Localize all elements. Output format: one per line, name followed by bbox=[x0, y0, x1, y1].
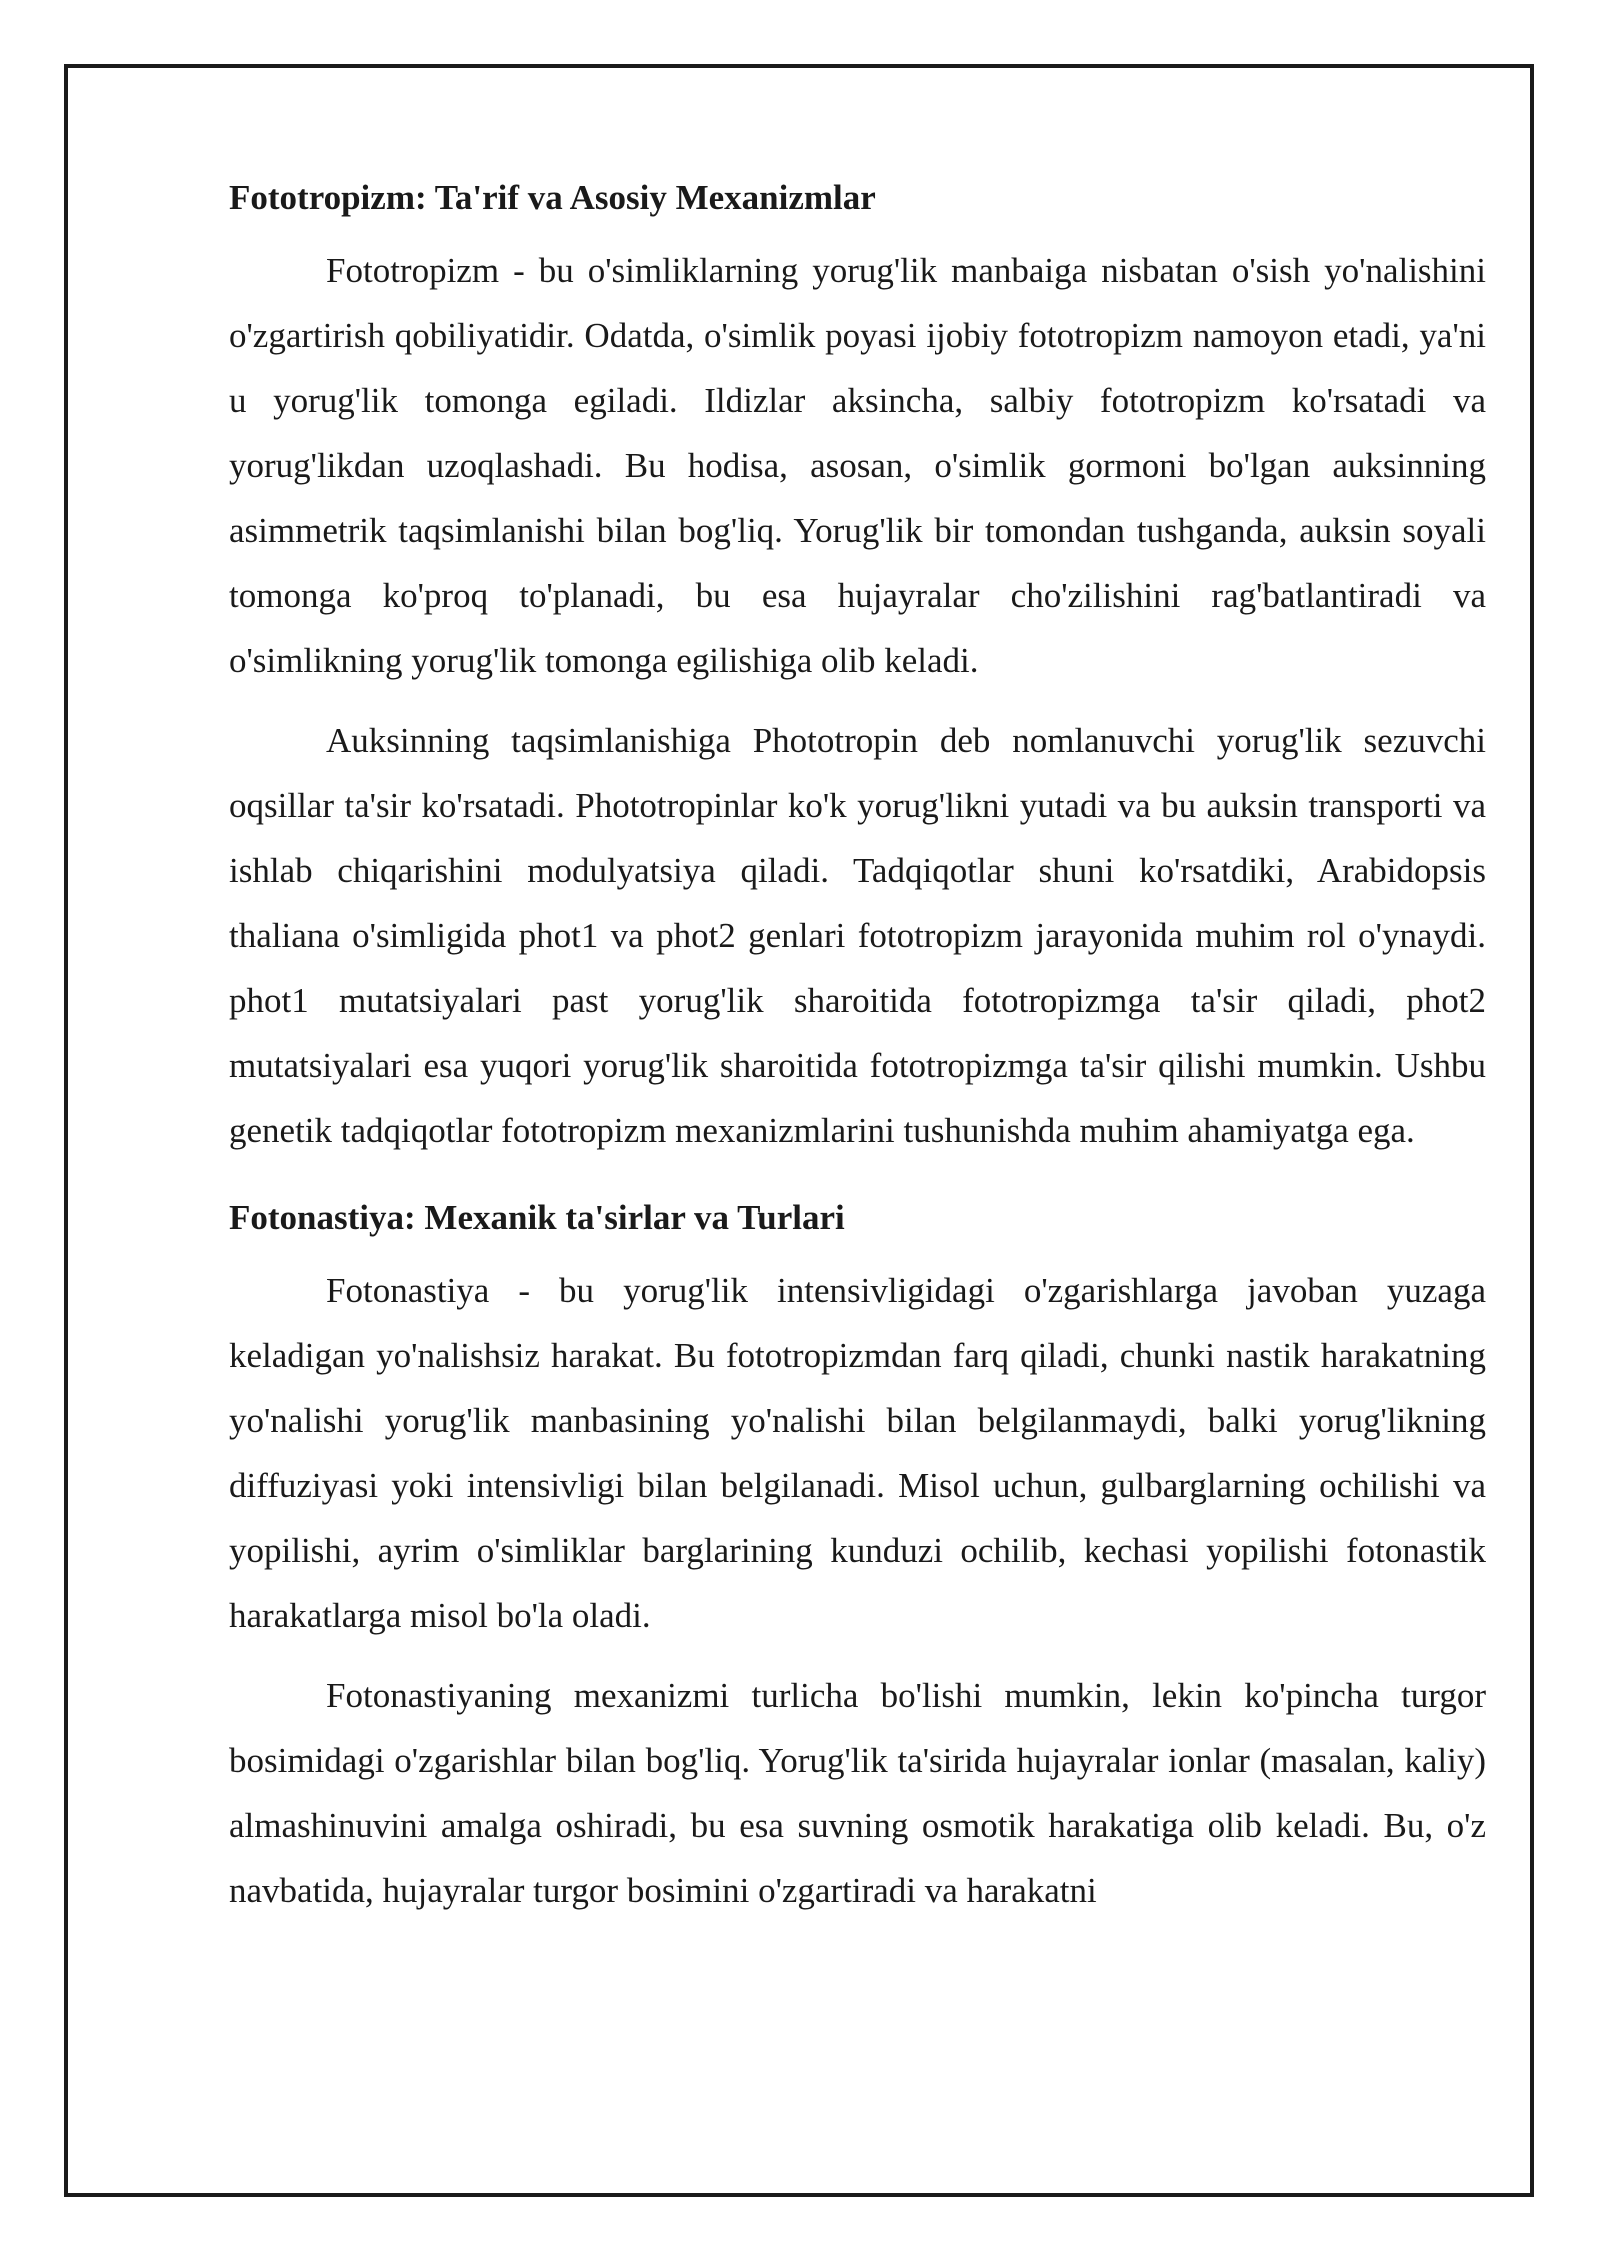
document-body bbox=[229, 165, 1486, 1938]
section-heading: Fotonastiya: Mexanik ta'sirlar va Turlari bbox=[229, 1198, 845, 1237]
section-fotonastiya bbox=[229, 1185, 1486, 1923]
paragraph: Fotonastiya - bu yorug'lik intensivligidagi o'zgarishlarga javoban yuzaga keladigan yo'nalishsiz harakat. Bu fototropizmdan farq qiladi, chunki nastik harakatning yo'nalishi yorug'lik manbasining yo'nalishi bilan belgilanmaydi, balki yorug'likning diffuziyasi yoki intensivligi bilan belgilanadi. Misol uchun, gulbarglarning ochilishi va yopilishi, ayrim o'simliklar barglarining kunduzi ochilib, kechasi yopilishi fotonastik harakatlarga misol bo'la oladi. bbox=[229, 1271, 1486, 1635]
section-heading: Fototropizm: Ta'rif va Asosiy Mexanizmlar bbox=[229, 178, 876, 217]
paragraph: Fototropizm - bu o'simliklarning yorug'lik manbaiga nisbatan o'sish yo'nalishini o'zgartirish qobiliyatidir. Odatda, o'simlik poyasi ijobiy fototropizm namoyon etadi, ya'ni u yorug'lik tomonga egiladi. Ildizlar aksincha, salbiy fototropizm ko'rsatadi va yorug'likdan uzoqlashadi. Bu hodisa, asosan, o'simlik gormoni bo'lgan auksinning asimmetrik taqsimlanishi bilan bog'liq. Yorug'lik bir tomondan tushganda, auksin soyali tomonga ko'proq to'planadi, bu esa hujayralar cho'zilishini rag'batlantiradi va o'simlikning yorug'lik tomonga egilishiga olib keladi. bbox=[229, 251, 1486, 680]
section-fototropizm bbox=[229, 165, 1486, 1163]
paragraph: Auksinning taqsimlanishiga Phototropin deb nomlanuvchi yorug'lik sezuvchi oqsillar ta'sir ko'rsatadi. Phototropinlar ko'k yorug'likni yutadi va bu auksin transporti va ishlab chiqarishini modulyatsiya qiladi. Tadqiqotlar shuni ko'rsatdiki, Arabidopsis thaliana o'simligida phot1 va phot2 genlari fototropizm jarayonida muhim rol o'ynaydi. phot1 mutatsiyalari past yorug'lik sharoitida fototropizmga ta'sir qiladi, phot2 mutatsiyalari esa yuqori yorug'lik sharoitida fototropizmga ta'sir qilishi mumkin. Ushbu genetik tadqiqotlar fototropizm mexanizmlarini tushunishda muhim ahamiyatga ega. bbox=[229, 721, 1486, 1150]
paragraph: Fotonastiyaning mexanizmi turlicha bo'lishi mumkin, lekin ko'pincha turgor bosimidagi o'zgarishlar bilan bog'liq. Yorug'lik ta'sirida hujayralar ionlar (masalan, kaliy) almashinuvini amalga oshiradi, bu esa suvning osmotik harakatiga olib keladi. Bu, o'z navbatida, hujayralar turgor bosimini o'zgartiradi va harakatni bbox=[229, 1676, 1486, 1910]
